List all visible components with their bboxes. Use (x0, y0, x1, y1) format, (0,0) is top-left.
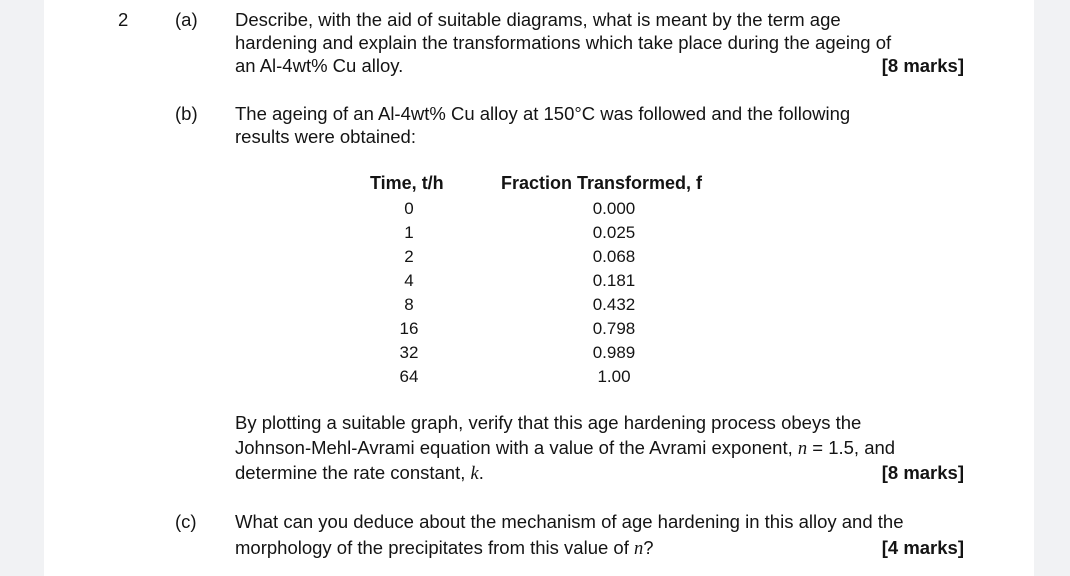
part-b-line-2: Johnson-Mehl-Avrami equation with a value of the Avrami exponent, n = 1.5, and (235, 437, 896, 459)
part-b-label: (b) (175, 103, 198, 124)
table-cell-fraction: 0.181 (592, 271, 636, 290)
part-b-marks: [8 marks] (881, 462, 964, 483)
part-b-line-1: By plotting a suitable graph, verify that this age hardening process obeys the (235, 412, 862, 433)
table-header-fraction: Fraction Transformed, f (501, 173, 703, 193)
question-number: 2 (118, 9, 129, 30)
table-cell-fraction: 0.798 (592, 319, 636, 338)
table-cell-time: 1 (404, 223, 414, 242)
table-cell-time: 64 (399, 367, 419, 386)
part-c-marks: [4 marks] (881, 537, 964, 558)
rate-constant-symbol: k (470, 464, 479, 484)
table-cell-fraction: 0.989 (592, 343, 636, 362)
exam-page (44, 0, 1034, 576)
part-c-line-1: What can you deduce about the mechanism of age hardening in this alloy and the (235, 511, 904, 532)
avrami-exponent-symbol: n (797, 439, 808, 459)
part-a-marks: [8 marks] (881, 55, 964, 76)
table-header-time: Time, t/h (370, 173, 444, 193)
table-cell-fraction: 0.068 (592, 247, 636, 266)
avrami-exponent-symbol: n (633, 539, 644, 559)
part-a-label: (a) (175, 9, 198, 30)
table-cell-time: 4 (404, 271, 414, 290)
part-b-intro-line-1: The ageing of an Al-4wt% Cu alloy at 150°C was followed and the following (235, 103, 851, 124)
table-column-fraction (574, 197, 654, 389)
table-cell-time: 8 (404, 295, 414, 314)
part-c-line-2: morphology of the precipitates from this value of n? (235, 537, 654, 559)
table-cell-time: 32 (399, 343, 419, 362)
part-c-label: (c) (175, 511, 197, 532)
table-cell-fraction: 0.000 (592, 199, 636, 218)
table-cell-fraction: 1.00 (597, 367, 631, 386)
part-a-line-1: Describe, with the aid of suitable diagrams, what is meant by the term age (235, 9, 841, 30)
table-cell-time: 16 (399, 319, 419, 338)
table-column-time (384, 197, 434, 389)
table-cell-time: 2 (404, 247, 414, 266)
part-a-line-2: hardening and explain the transformations which take place during the ageing of (235, 32, 892, 53)
part-b-line-3: determine the rate constant, k. (235, 462, 484, 484)
table-cell-time: 0 (404, 199, 414, 218)
table-cell-fraction: 0.025 (592, 223, 636, 242)
table-cell-fraction: 0.432 (592, 295, 636, 314)
part-b-intro-line-2: results were obtained: (235, 126, 416, 147)
part-a-line-3: an Al-4wt% Cu alloy. (235, 55, 404, 76)
